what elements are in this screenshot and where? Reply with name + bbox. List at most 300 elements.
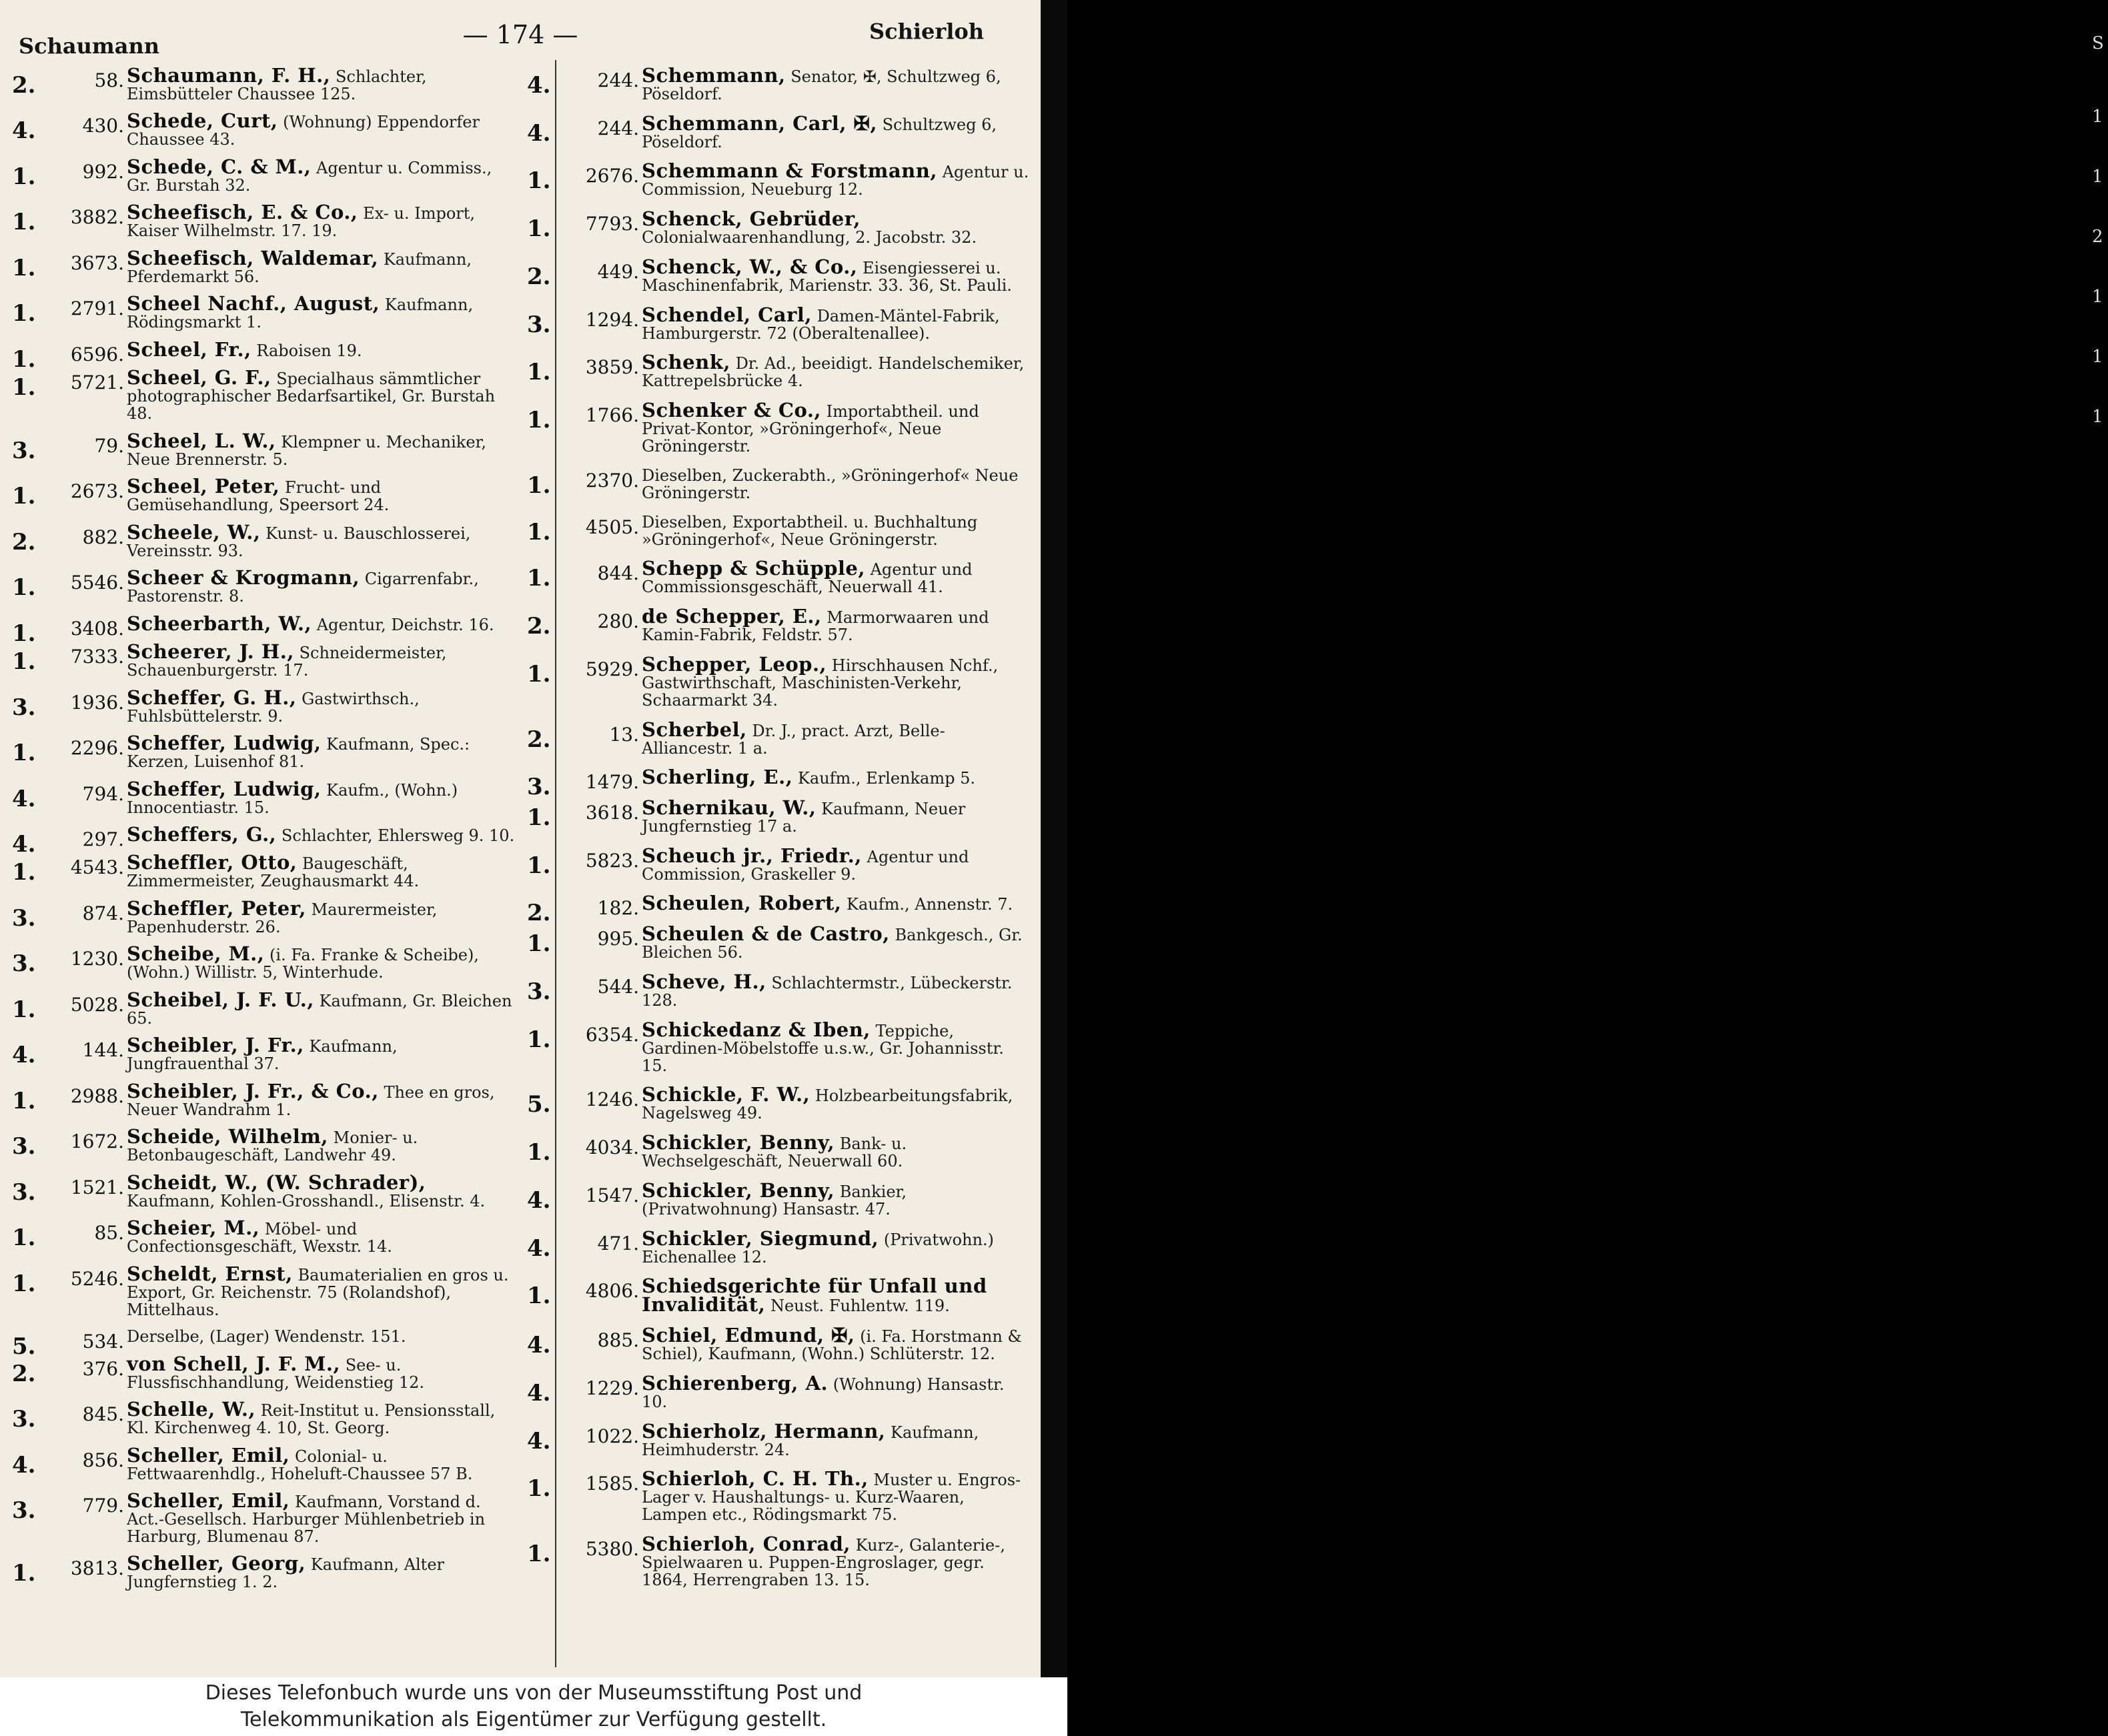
subscriber-name: Schernikau, W.,: [642, 796, 817, 820]
subscriber-name: Scheffer, Ludwig,: [127, 732, 322, 755]
entry-text: [642, 1131, 1034, 1171]
subscriber-details: (Wohnung) Hansastr. 10.: [642, 1375, 1005, 1411]
exchange-zone: 4.: [12, 117, 36, 145]
directory-entry: [12, 1216, 519, 1256]
subscriber-details: Kaufmann, Heimhuderstr. 24.: [642, 1423, 979, 1459]
subscriber-details: Kaufm., Erlenkamp 5.: [797, 769, 976, 788]
exchange-zone: 3.: [527, 978, 551, 1005]
entry-text: [127, 686, 519, 726]
exchange-zone: 1.: [12, 859, 36, 886]
exchange-zone: 3.: [527, 774, 551, 801]
directory-entry: [12, 292, 519, 332]
subscriber-name: Scheibe, M.,: [127, 942, 265, 966]
phone-number: 1230.: [70, 948, 124, 970]
directory-entry: [527, 514, 1034, 548]
phone-number: 995.: [597, 928, 639, 950]
entry-text: [642, 1467, 1034, 1525]
entry-text: [642, 353, 1034, 389]
entry-text: [127, 1552, 519, 1592]
exchange-zone: 5.: [527, 1091, 551, 1118]
entry-text: [127, 1262, 519, 1319]
exchange-zone: 2.: [527, 900, 551, 927]
directory-entry: [527, 467, 1034, 502]
directory-entry: [527, 64, 1034, 103]
entry-text: [642, 64, 1034, 103]
directory-entry: [12, 64, 519, 103]
subscriber-details: Kaufm., (Wohn.) Innocentiastr. 15.: [127, 780, 458, 817]
subscriber-name: Scherbel,: [642, 718, 747, 741]
phone-number: 5546.: [70, 572, 124, 594]
exchange-zone: 1.: [527, 407, 551, 434]
entry-text: [642, 401, 1034, 455]
phone-number: 5246.: [70, 1267, 124, 1290]
subscriber-name: Scheibler, J. Fr.,: [127, 1034, 304, 1057]
directory-entry: [527, 255, 1034, 295]
exchange-zone: 1.: [12, 345, 36, 373]
entry-text: [127, 851, 519, 891]
exchange-zone: 1.: [12, 740, 36, 767]
directory-entry: [527, 1324, 1034, 1364]
exchange-zone: 1.: [12, 574, 36, 602]
exchange-zone: 1.: [12, 483, 36, 510]
subscriber-name: Scheefisch, Waldemar,: [127, 246, 379, 269]
phone-number: 3859.: [585, 356, 639, 379]
subscriber-name: Scheibler, J. Fr., & Co.,: [127, 1079, 379, 1102]
directory-entry: [12, 1079, 519, 1119]
phone-number: 874.: [82, 902, 124, 924]
subscriber-name: Schierloh, Conrad,: [642, 1533, 851, 1556]
subscriber-name: Schenk,: [642, 351, 730, 374]
exchange-zone: 3.: [12, 1133, 36, 1160]
subscriber-name: Scherling, E.,: [642, 766, 793, 789]
subscriber-details: Ex- u. Import, Kaiser Wilhelmstr. 17. 19.: [127, 204, 476, 241]
phone-number: 376.: [82, 1357, 124, 1380]
subscriber-details: Bankgesch., Gr. Bleichen 56.: [642, 926, 1023, 962]
entry-text: [127, 1170, 519, 1210]
directory-entry: [12, 942, 519, 982]
subscriber-name: Schede, C. & M.,: [127, 155, 312, 178]
entry-text: [127, 1352, 519, 1392]
directory-entry: [527, 1371, 1034, 1411]
entry-text: [127, 822, 519, 846]
subscriber-details: Bankier, (Privatwohnung) Hansastr. 47.: [642, 1182, 907, 1218]
directory-entry: [527, 922, 1034, 962]
exchange-zone: 1.: [12, 1560, 36, 1587]
subscriber-name: Schickle, F. W.,: [642, 1083, 811, 1106]
footer-line-2: Telekommunikation als Eigentümer zur Verfügung gestellt.: [240, 1708, 827, 1731]
directory-entry: [527, 1274, 1034, 1317]
page-header: [0, 15, 1041, 59]
directory-entry: [527, 303, 1034, 343]
phone-number: 3882.: [70, 206, 124, 229]
subscriber-name: Schede, Curt,: [127, 109, 278, 133]
directory-entry: [12, 203, 519, 239]
entry-text: [127, 292, 519, 332]
subscriber-details: Kaufmann, Vorstand d. Act.-Gesellsch. Harburger Mühlenbetrieb in Harburg, Blumenau 87.: [127, 1493, 486, 1546]
directory-entry: [12, 734, 519, 770]
entry-text: [642, 1018, 1034, 1075]
entry-text: [642, 1419, 1034, 1459]
entry-text: [642, 557, 1034, 597]
subscriber-details: Baugeschäft, Zimmermeister, Zeughausmarkt 44.: [127, 854, 420, 891]
subscriber-details: (i. Fa. Horstmann & Schiel), Kaufmann, (Wohn.) Schlüterstr. 12.: [642, 1327, 1022, 1364]
directory-entry: [527, 159, 1034, 199]
entry-text: [642, 605, 1034, 645]
entry-text: [642, 207, 1034, 247]
directory-entry: [527, 207, 1034, 247]
subscriber-details: Kaufmann, Jungfrauenthal 37.: [127, 1037, 398, 1074]
edge-letter: 1: [2092, 407, 2103, 427]
entry-text: [642, 894, 1034, 913]
entry-text: [642, 1226, 1034, 1266]
subscriber-name: Schickedanz & Iben,: [642, 1018, 871, 1041]
exchange-zone: 5.: [12, 1333, 36, 1361]
exchange-zone: 2.: [12, 1360, 36, 1387]
header-right-keyword: Schierloh: [869, 19, 984, 44]
directory-entry: [12, 1443, 519, 1483]
phone-number: 544.: [597, 975, 639, 998]
entry-text: [127, 777, 519, 817]
entry-text: [127, 1125, 519, 1165]
directory-entry: [12, 429, 519, 469]
entry-text: [642, 1178, 1034, 1218]
entry-text: [127, 612, 519, 635]
exchange-zone: 3.: [12, 904, 36, 932]
phone-number: 6354.: [585, 1023, 639, 1046]
directory-entry: [12, 1398, 519, 1438]
directory-entry: [12, 520, 519, 560]
exchange-zone: 1.: [527, 518, 551, 546]
phone-number: 7333.: [70, 646, 124, 668]
subscriber-details: Thee en gros, Neuer Wandrahm 1.: [127, 1082, 495, 1119]
exchange-zone: 1.: [527, 167, 551, 195]
entry-text: [127, 246, 519, 286]
exchange-zone: 4.: [527, 119, 551, 147]
phone-number: 6596.: [70, 343, 124, 365]
entry-text: [642, 1083, 1034, 1123]
subscriber-details: Kaufmann, Kohlen-Grosshandl., Elisenstr. 4.: [127, 1191, 486, 1210]
exchange-zone: 3.: [12, 1497, 36, 1524]
entry-text: [642, 970, 1034, 1010]
subscriber-name: Schickler, Siegmund,: [642, 1226, 879, 1250]
subscriber-name: Scheffer, G. H.,: [127, 686, 297, 709]
entry-text: [127, 155, 519, 195]
entry-text: [127, 566, 519, 606]
exchange-zone: 1.: [527, 1282, 551, 1310]
next-page-edge-letters: [2092, 27, 2108, 1627]
phone-number: 4505.: [585, 516, 639, 538]
exchange-zone: 1.: [527, 804, 551, 832]
directory-entry: [12, 1327, 519, 1361]
exchange-zone: 1.: [12, 163, 36, 190]
directory-entry: [527, 1535, 1034, 1589]
entry-text: [642, 111, 1034, 151]
directory-entry: [12, 366, 519, 423]
subscriber-details: Senator, ✠, Schultzweg 6, Pöseldorf.: [642, 67, 1001, 103]
entry-text: [127, 1398, 519, 1438]
subscriber-details: Agentur und Commission, Graskeller 9.: [642, 847, 969, 884]
exchange-zone: 3.: [12, 1178, 36, 1206]
exchange-zone: 1.: [527, 215, 551, 243]
directory-entry: [12, 246, 519, 286]
subscriber-details: Schultzweg 6, Pöseldorf.: [642, 115, 997, 151]
subscriber-details: Hirschhausen Nchf., Gastwirthschaft, Maschinisten-Verkehr, Schaarmarkt 34.: [642, 656, 999, 710]
subscriber-name: Scheel, Peter,: [127, 475, 280, 498]
subscriber-details: Agentur, Deichstr. 16.: [316, 615, 494, 634]
subscriber-name: Schenker & Co.,: [642, 399, 822, 422]
directory-entry: [12, 988, 519, 1028]
subscriber-name: Scheulen, Robert,: [642, 892, 842, 915]
subscriber-details: Schneidermeister, Schauenburgerstr. 17.: [127, 644, 447, 680]
exchange-zone: 1.: [12, 620, 36, 647]
subscriber-name: Schierholz, Hermann,: [642, 1419, 886, 1443]
edge-letter: S: [2092, 33, 2104, 53]
subscriber-name: Schickler, Benny,: [642, 1178, 835, 1202]
entry-text: [642, 514, 1034, 548]
subscriber-name: Scheele, W.,: [127, 520, 261, 544]
subscriber-name: Schendel, Carl,: [642, 303, 812, 326]
subscriber-details: Dieselben, Zuckerabth., »Gröningerhof« Neue Gröningerstr.: [642, 466, 1019, 502]
subscriber-details: Colonial- u. Fettwaarenhdlg., Hoheluft-Chaussee 57 B.: [127, 1447, 473, 1483]
phone-number: 280.: [597, 610, 639, 633]
directory-entry: [12, 1552, 519, 1592]
phone-number: 5721.: [70, 371, 124, 394]
exchange-zone: 3.: [527, 311, 551, 338]
subscriber-details: Muster u. Engros-Lager v. Haushaltungs- u. Kurz-Waaren, Lampen etc., Rödingsmarkt 75.: [642, 1471, 1021, 1525]
subscriber-details: Kaufmann, Pferdemarkt 56.: [127, 249, 472, 286]
subscriber-name: Scheldt, Ernst,: [127, 1262, 293, 1285]
exchange-zone: 1.: [12, 1087, 36, 1114]
entry-text: [642, 844, 1034, 884]
entry-text: [127, 64, 519, 103]
entry-text: [642, 303, 1034, 343]
phone-number: 3673.: [70, 251, 124, 274]
directory-entry: [12, 1036, 519, 1072]
exchange-zone: 1.: [12, 648, 36, 676]
subscriber-details: Schlachter, Ehlersweg 9. 10.: [281, 826, 515, 845]
directory-entry: [527, 1467, 1034, 1525]
phone-number: 3618.: [585, 802, 639, 824]
subscriber-details: Neust. Fuhlentw. 119.: [770, 1296, 950, 1316]
phone-number: 4034.: [585, 1136, 639, 1159]
exchange-zone: 3.: [12, 694, 36, 721]
directory-entry: [527, 892, 1034, 927]
exchange-zone: 2.: [527, 263, 551, 290]
header-left-keyword: Schaumann: [19, 33, 159, 59]
exchange-zone: 3.: [12, 437, 36, 464]
subscriber-name: Scheffers, G.,: [127, 822, 277, 846]
phone-number: 1294.: [585, 308, 639, 331]
entry-text: [642, 1535, 1034, 1589]
directory-entry: [527, 353, 1034, 389]
entry-text: [642, 159, 1034, 199]
phone-number: 1246.: [585, 1088, 639, 1111]
subscriber-details: Dr. J., pract. Arzt, Belle-Alliancestr. 1 a.: [642, 721, 945, 758]
edge-letter: 1: [2092, 287, 2103, 307]
subscriber-details: Specialhaus sämmtlicher photographischer Bedarfsartikel, Gr. Burstah 48.: [127, 369, 496, 423]
edge-letter: 1: [2092, 347, 2103, 367]
phone-number: 5028.: [70, 993, 124, 1016]
subscriber-details: Cigarrenfabr., Pastorenstr. 8.: [127, 570, 479, 606]
entry-text: [642, 1274, 1034, 1317]
directory-entry: [12, 1262, 519, 1319]
subscriber-details: Marmorwaaren und Kamin-Fabrik, Feldstr. 57.: [642, 608, 989, 645]
subscriber-name: Scheulen & de Castro,: [642, 922, 890, 946]
directory-entry: [527, 718, 1034, 758]
phone-number: 856.: [82, 1449, 124, 1471]
directory-entry: [527, 1083, 1034, 1123]
entry-text: [127, 896, 519, 936]
subscriber-name: Scheefisch, E. & Co.,: [127, 201, 358, 224]
right-column: [527, 64, 1034, 1601]
exchange-zone: 2.: [12, 72, 36, 99]
subscriber-name: Scheerer, J. H.,: [127, 640, 294, 664]
phone-number: 244.: [597, 117, 639, 139]
entry-text: [127, 520, 519, 560]
entry-text: [127, 1036, 519, 1072]
subscriber-name: Scheffer, Ludwig,: [127, 777, 322, 800]
subscriber-name: Schepp & Schüpple,: [642, 557, 865, 580]
phone-number: 244.: [597, 69, 639, 91]
phone-number: 779.: [82, 1495, 124, 1517]
exchange-zone: 1.: [527, 1541, 551, 1568]
subscriber-details: Baumaterialien en gros u. Export, Gr. Reichenstr. 75 (Rolandshof), Mittelhaus.: [127, 1265, 509, 1319]
subscriber-name: Scheel, L. W.,: [127, 429, 276, 452]
phone-number: 1936.: [70, 691, 124, 714]
subscriber-details: Kaufmann, Gr. Bleichen 65.: [127, 991, 512, 1028]
entry-text: [642, 768, 1034, 787]
phone-number: 13.: [609, 723, 639, 746]
phone-number: 1479.: [585, 771, 639, 794]
subscriber-details: Kunst- u. Bauschlosserei, Vereinsstr. 93.: [127, 524, 471, 560]
exchange-zone: 4.: [12, 1451, 36, 1479]
subscriber-name: Scheve, H.,: [642, 970, 766, 993]
directory-entry: [527, 605, 1034, 645]
subscriber-details: Eisengiesserei u. Maschinenfabrik, Marienstr. 33. 36, St. Pauli.: [642, 258, 1012, 295]
subscriber-name: Schaumann, F. H.,: [127, 64, 331, 87]
subscriber-details: Dieselben, Exportabtheil. u. Buchhaltung »Gröningerhof«, Neue Gröningerstr.: [642, 512, 978, 549]
entry-text: [127, 109, 519, 149]
exchange-zone: 4.: [527, 1234, 551, 1262]
phone-number: 844.: [597, 562, 639, 585]
entry-text: [642, 1324, 1034, 1364]
exchange-zone: 1.: [527, 1475, 551, 1503]
subscriber-name: Scheel, Fr.,: [127, 337, 251, 361]
subscriber-details: Kaufmann, Rödingsmarkt 1.: [127, 295, 474, 332]
exchange-zone: 2.: [12, 528, 36, 556]
directory-entry: [12, 640, 519, 680]
directory-entry: [527, 844, 1034, 884]
subscriber-details: Dr. Ad., beeidigt. Handelschemiker, Kattrepelsbrücke 4.: [642, 354, 1025, 391]
directory-entry: [527, 111, 1034, 151]
subscriber-name: Schierenberg, A.: [642, 1371, 829, 1395]
subscriber-details: Kaufmann, Neuer Jungfernstieg 17 a.: [642, 800, 966, 836]
directory-entry: [12, 1125, 519, 1165]
exchange-zone: 4.: [527, 72, 551, 99]
exchange-zone: 4.: [12, 1042, 36, 1069]
subscriber-name: Schemmann, Carl, ✠,: [642, 111, 877, 135]
entry-text: [127, 734, 519, 770]
left-column: [12, 64, 519, 1601]
entry-text: [642, 255, 1034, 295]
subscriber-details: Gastwirthsch., Fuhlsbüttelerstr. 9.: [127, 689, 420, 726]
subscriber-name: Schenck, Gebrüder,: [642, 207, 861, 231]
exchange-zone: 3.: [12, 950, 36, 978]
phone-number: 2791.: [70, 297, 124, 320]
entry-text: [127, 337, 519, 361]
subscriber-details: Agentur u. Commission, Neueburg 12.: [642, 163, 1029, 199]
exchange-zone: 1.: [527, 472, 551, 499]
directory-entry: [527, 766, 1034, 801]
directory-entry: [12, 822, 519, 858]
subscriber-name: Scheller, Georg,: [127, 1552, 306, 1575]
phone-number: 3813.: [70, 1557, 124, 1580]
subscriber-details: Agentur u. Commiss., Gr. Burstah 32.: [127, 158, 492, 195]
subscriber-name: Scheel Nachf., August,: [127, 292, 380, 315]
exchange-zone: 1.: [527, 660, 551, 688]
subscriber-details: Reit-Institut u. Pensionsstall, Kl. Kirchenweg 4. 10, St. Georg.: [127, 1401, 496, 1438]
entry-text: [642, 1371, 1034, 1411]
phone-number: 5929.: [585, 658, 639, 680]
exchange-zone: 3.: [12, 1406, 36, 1433]
entry-text: [642, 796, 1034, 836]
entry-text: [127, 1489, 519, 1546]
subscriber-details: Raboisen 19.: [256, 341, 362, 360]
exchange-zone: 4.: [527, 1186, 551, 1214]
phone-number: 2370.: [585, 469, 639, 492]
subscriber-name: Schelle, W.,: [127, 1398, 256, 1421]
entry-text: [127, 1328, 519, 1345]
subscriber-details: Frucht- und Gemüsehandlung, Speersort 24.: [127, 478, 390, 515]
phone-number: 58.: [94, 69, 124, 91]
exchange-zone: 4.: [527, 1427, 551, 1455]
phone-number: 845.: [82, 1403, 124, 1426]
subscriber-name: Scheide, Wilhelm,: [127, 1125, 328, 1148]
subscriber-details: Derselbe, (Lager) Wendenstr. 151.: [127, 1327, 406, 1347]
subscriber-details: Kaufm., Annenstr. 7.: [847, 895, 1013, 914]
exchange-zone: 1.: [12, 254, 36, 281]
phone-number: 1022.: [585, 1425, 639, 1447]
phone-number: 794.: [82, 782, 124, 805]
subscriber-name: von Schell, J. F. M.,: [127, 1352, 341, 1375]
subscriber-name: Scheibel, J. F. U.,: [127, 988, 314, 1011]
subscriber-details: Kurz-, Galanterie-, Spielwaaren u. Puppen-Engroslager, gegr. 1864, Herrengraben 13. 15.: [642, 1536, 1005, 1590]
subscriber-name: de Schepper, E.,: [642, 605, 822, 628]
exchange-zone: 1.: [12, 1270, 36, 1297]
phone-number: 4543.: [70, 856, 124, 879]
subscriber-details: Kaufmann, Alter Jungfernstieg 1. 2.: [127, 1555, 444, 1592]
subscriber-name: Schickler, Benny,: [642, 1131, 835, 1154]
footer-credit: [0, 1677, 1067, 1736]
subscriber-details: See- u. Flussfischhandlung, Weidenstieg 12.: [127, 1355, 425, 1392]
subscriber-name: Scheer & Krogmann,: [127, 566, 360, 590]
exchange-zone: 1.: [12, 996, 36, 1023]
phone-number: 5823.: [585, 849, 639, 872]
page-number: — 174 —: [462, 20, 578, 49]
subscriber-name: Scheuch jr., Friedr.,: [642, 844, 862, 867]
subscriber-details: Colonialwaarenhandlung, 2. Jacobstr. 32.: [642, 228, 977, 247]
exchange-zone: 1.: [527, 930, 551, 958]
subscriber-details: Maurermeister, Papenhuderstr. 26.: [127, 900, 438, 936]
phone-number: 471.: [597, 1232, 639, 1254]
entry-text: [642, 922, 1034, 962]
phone-number: 1547.: [585, 1184, 639, 1206]
subscriber-name: Scheffler, Peter,: [127, 896, 307, 920]
entry-text: [127, 429, 519, 469]
phone-number: 2676.: [585, 165, 639, 187]
subscriber-name: Schiedsgerichte für Unfall und Invalidität,: [642, 1274, 987, 1317]
exchange-zone: 1.: [527, 565, 551, 592]
